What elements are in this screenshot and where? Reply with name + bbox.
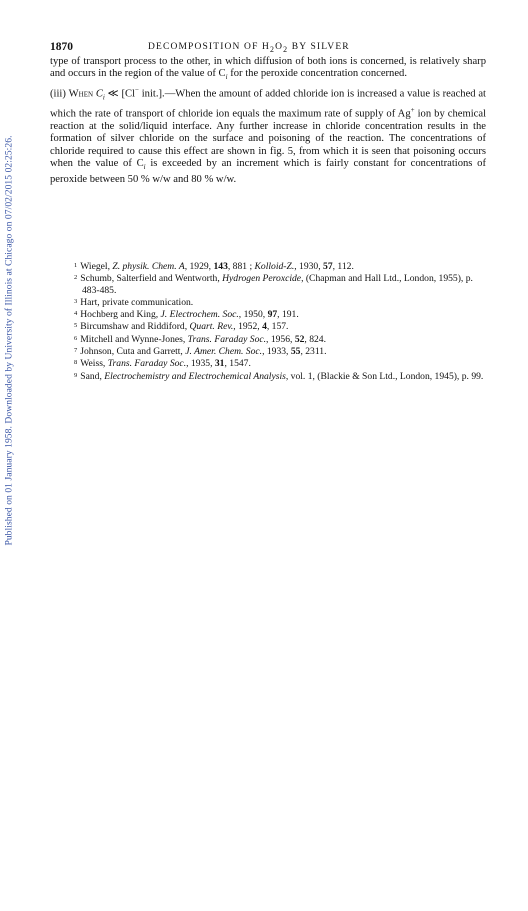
reference-item (74, 260, 486, 272)
reference-text: , 1929, (184, 261, 214, 272)
page-header (50, 41, 486, 55)
subscript: i (225, 73, 228, 82)
reference-text: , 2311. (300, 346, 327, 358)
reference-number: 2 (74, 274, 78, 282)
title-part: BY SILVER (288, 42, 350, 52)
reference-text: Hydrogen Peroxcide (222, 273, 302, 285)
paragraph (50, 56, 486, 84)
reference-text: 143 (213, 261, 228, 272)
reference-number: 9 (74, 371, 78, 379)
reference-text: , 112. (332, 261, 354, 272)
reference-text: Trans. Faraday Soc. (187, 333, 267, 345)
reference-item (74, 272, 486, 296)
reference-text: , 1956, (266, 333, 295, 345)
title-part: O (275, 42, 284, 52)
superscript: − (135, 85, 139, 94)
text-run: is exceeded by an increment which is fairly constant for concentrations of peroxide between 50 % w/w and 80 % w/w. (50, 158, 486, 185)
reference-number: 8 (74, 359, 78, 367)
reference-number: 7 (74, 347, 78, 355)
reference-list (74, 260, 486, 382)
section-heading: When (68, 88, 94, 100)
reference-text: Schumb, Salterfield and Wentworth, (80, 273, 223, 285)
reference-text: , 1933, (262, 346, 291, 358)
title-part: DECOMPOSITION OF H (148, 42, 271, 52)
reference-text: 52 (294, 333, 305, 345)
subscript: i (143, 163, 146, 172)
reference-number: 6 (74, 334, 78, 342)
running-title (148, 42, 350, 54)
paragraph (50, 84, 486, 186)
reference-text: , vol. 1, (Blackie & Son Ltd., London, 1945), p. 99. (285, 370, 484, 382)
reference-text: , 1547. (224, 358, 251, 370)
page-number: 1870 (50, 41, 73, 53)
reference-text: , 1930, (294, 261, 324, 272)
reference-item (74, 308, 486, 320)
reference-text: , 191. (277, 309, 299, 321)
text-run: ion by chemical reaction at the solid/liquid interface. Any further increase in chloride concentration results in the formation of silver chloride on the surface and poisoning of the reaction. The concentrations of chloride required to cause this effect are shown in fig. 5, from which it is seen that poisoning occurs when the value of C (50, 108, 487, 170)
reference-item (74, 345, 486, 357)
download-watermark (2, 60, 16, 620)
reference-text: J. Amer. Chem. Soc. (185, 346, 263, 358)
reference-text: , 157. (266, 321, 289, 333)
math-var: C (93, 88, 103, 100)
watermark-text: Published on 01 January 1958. Downloaded by University of Illinois at Chicago on 07/02/2015 02:25:26. (3, 134, 15, 546)
text-run: type of transport process to the other, in which diffusion of both ions is concerned, is relatively sharp and occurs in the region of the value of C (50, 56, 486, 80)
reference-item (74, 320, 486, 332)
reference-number: 4 (74, 310, 78, 318)
text-run: —When the amount of added chloride ion is increased a value is reached at which the rate of transport of chloride ion equals the maximum rate of supply of Ag (50, 88, 486, 120)
reference-text: , 1935, (186, 358, 215, 370)
reference-text: , 881 ; (227, 261, 255, 272)
reference-text: Johnson, Cuta and Garrett, (80, 346, 186, 358)
reference-number: 5 (74, 322, 78, 330)
reference-text: Bircumshaw and Riddiford, (80, 321, 190, 333)
reference-text: , 1952, (233, 321, 263, 333)
reference-text: 31 (214, 358, 225, 370)
reference-text: , 1950, (238, 309, 268, 321)
reference-text: Hart, private communication. (80, 296, 194, 308)
reference-text: Mitchell and Wynne-Jones, (80, 333, 188, 345)
reference-item (74, 333, 486, 345)
reference-text: Z. physik. Chem. A (112, 261, 185, 272)
reference-number: 1 (74, 262, 78, 269)
reference-number: 3 (74, 297, 78, 305)
reference-text: , 824. (304, 333, 326, 345)
reference-text: J. Electrochem. Soc. (160, 309, 239, 321)
reference-text: 4 (262, 321, 267, 333)
reference-text: 55 (290, 346, 301, 358)
title-subscript: 2 (283, 44, 289, 54)
reference-text: Quart. Rev. (189, 321, 234, 333)
reference-text: 97 (267, 309, 278, 321)
title-subscript: 2 (270, 44, 276, 54)
reference-text: Hochberg and King, (80, 309, 161, 321)
reference-text: 57 (323, 261, 333, 272)
reference-text: Wiegel, (80, 261, 113, 272)
reference-item (74, 370, 486, 382)
reference-text: Weiss, (80, 358, 108, 370)
reference-item (74, 357, 486, 369)
text-run: ≪ [Cl (104, 88, 136, 100)
reference-text: , (Chapman and Hall Ltd., London, 1955), p. 483-485. (82, 273, 473, 296)
subscript: i (102, 93, 105, 102)
text-run: for the peroxide concentration concerned. (227, 68, 407, 80)
superscript: + (410, 105, 415, 114)
reference-text: Sand, (80, 370, 105, 382)
reference-item (74, 296, 486, 308)
reference-text: Kolloid-Z. (254, 261, 295, 272)
reference-text: Electrochemistry and Electrochemical Analysis (104, 370, 286, 382)
body-text (50, 56, 486, 186)
reference-text: Trans. Faraday Soc. (107, 358, 187, 370)
text-run: (iii) (50, 88, 69, 100)
text-run: init.]. (138, 88, 165, 100)
